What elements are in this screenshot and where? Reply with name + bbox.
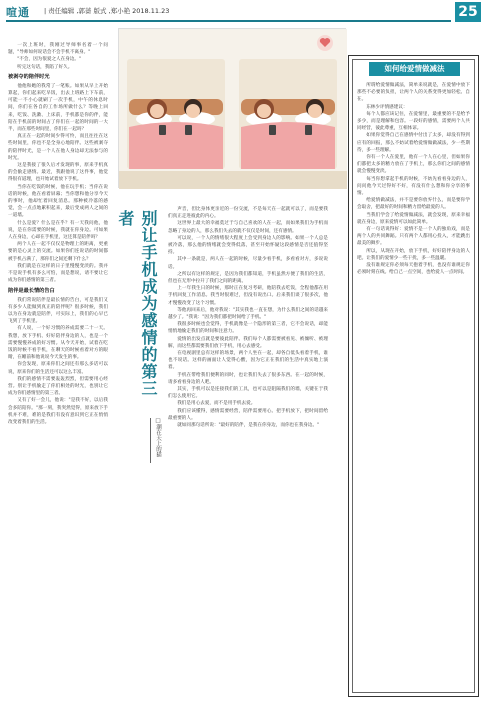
page-number: 25 [455,2,481,22]
sidebar-paragraph: 没有谁规定你必须每天抱着手机，也没有谁规定你必须时刻在线。给自己一点空间，也给爱人一点时间。 [357,263,470,276]
paragraph: 等他再回来后，他对我说："其实我也一直在想，为什么我们之间的话越来越少了。"我说："因为我们都把时间给了手机。" [168,307,328,321]
section-title: 喧通 [6,6,30,19]
article-illustration [118,28,346,188]
scene-right [239,59,337,169]
paragraph: 这世界上最大的幸福莫过于与自己喜欢的人在一起，而如果我们为手机而忽略了身边的人，那么我们失去的就不仅仅是时间，还有感情。 [168,221,328,234]
sidebar-column [357,82,470,690]
sidebar-paragraph: 所谓给爱情做减法，简单来说就是，在爱情中放下那些不必要的负担，让两个人的关系变得更加轻松、自在。 [357,83,470,103]
paragraph: 我们的感情不需要轰轰烈烈，但需要用心经营。别让手机偷走了你们相处的时光，也别让它成为你们感情里的第三者。 [8,376,108,397]
paragraph: 我们应该懂得，感情需要经营，陪伴需要用心。把手机放下，把时间留给最重要的人。 [168,408,328,421]
sidebar-paragraph: 每当你想拿起手机的时候，不妨先看看身边的人，问问他今天过得好不好，有没有什么想和你分享的事情。 [357,176,470,197]
heart-icon [317,35,333,51]
sidebar-paragraph: 有一句话说得好：爱情不是一个人的独角戏，而是两个人的共同舞蹈。只有两个人都用心投入，才能跳出最美的舞步。 [357,227,470,247]
sidebar-paragraph: 每个人都应该记住，在爱情里，最重要的不是给予多少，而是理解和包容。一段好的感情，需要两个人共同经营，彼此尊重，互相体谅。 [357,111,470,132]
paragraph: 手机在带给我们便利的同时，也让我们失去了很多东西。在一起的时候，请多看看身边的人吧。 [168,372,328,385]
paragraph: 这是我接了很久后才发现的事，原来手机真的会偷走感情。最近，我跟他说了这件事，他觉得很有道理，也开始试着放下手机。 [8,163,108,183]
article-column-1 [8,42,108,697]
sidebar-title: 如何给爱情做减法 [369,62,460,76]
paragraph: 我们就是在这样的日子里慢慢变淡的。我并不是说手机有多么可怕，而是想说，请不要让它成为你们感情的第三者。 [8,263,108,284]
paragraph: "不会，因为很爱之人在身边。" [17,57,82,63]
article-title: 别让手机成为感情的第三者 [116,210,158,397]
article-column-2 [168,206,328,697]
paragraph: 之所以有这样的规定，是因为我们都知道，手机虽然方便了我们的生活，但也在无形中拉开了我们之间的距离。 [168,271,328,285]
paragraph: 就如同那句话所说："最好的陪伴，是我在你身边，而你也在我身边。" [177,423,320,429]
paragraph: 爱情的出发点就是要彼此陪伴。我们每个人都需要被看见、被倾听、被理解，而这些都需要我们放下手机，用心去感受。 [168,336,328,349]
sidebar-paragraph: 你有一个人在爱里，他有一个人在心里，但如果你们都把太多的精力放在了手机上，那么你们之间的感情就会慢慢变淡。 [357,155,470,175]
paragraph: 又有了好一会儿，他说："是我不好，以后我会多陪陪你。"那一刻，我突然觉得，原来放下手机并不难，难的是我们有没有意识到它正在悄悄改变着我们的生活。 [8,398,108,425]
paragraph: 其中一条就是，两人在一起的时候，尽量少看手机，多看看对方，多说说话。 [168,257,328,270]
page-header [0,0,487,24]
paragraph: 有人说，一个好习惯的养成需要二十一天。我想，放下手机、好好陪伴身边的人，也是一个需要慢慢养成的好习惯。从今天开始，试着在吃饭的时候不看手机，在聊天的时候看着对方的眼睛，在睡前和他说说今天发生的事。 [8,326,108,361]
paragraph: 可以说，一个人的情绪很大程度上会受到身边人的影响。如果一个人总是被冷落，那么他的情绪就会变得低落，甚至开始怀疑这段感情是否还值得坚持。 [168,235,328,256]
paragraph: 一次上班时，我刚过导师事名着一个问题，"导师如何说话会不会手机不离身。" [8,43,108,56]
sidebar-box [348,55,479,697]
paragraph: 在电视剧里总有这样的场景，两个人坐在一起，却各自低头看着手机，谁也不说话。这样的画面让人觉得心酸，因为它正在我们的生活中真实地上演着。 [168,351,328,371]
sidebar-paragraph: 给爱情做减法，并不是要你放弃什么，而是要你学会取舍，把最好的时间和精力留给最爱的人。 [357,198,470,211]
paragraph: 我们是用心去爱，而不是用手机去爱。 [177,401,256,407]
paragraph: 当你在吃饭的时候，他在玩手机；当你在说话的时候，他在看着屏幕；当你想和他分享今天的事时，他却忙着回复消息。那种被冷落的感觉，会一点点地累积起来，最后变成两人之间的一道墙。 [8,184,108,219]
sidebar-paragraph: 如果你觉得自己在感情中付出了太多，却没有得到应有的回报，那么不妨试着给爱情做做减法，少一些期待，多一些理解。 [357,133,470,153]
paragraph: 他他和她的我常了一笔账。如果从早上开始算起，你们起来吃早饭，出去上班路上下车前，可能一不小心就刷了一次手机，中午的休息时间，你们在各自的工作场所做什么？等晚上回来，吃饭、洗漱、上床前，手机都是你的伴，能陪在手机前的时间占了你们在一起的时间的一大半，而在那些时间里，你们在一起吗？ [8,83,108,133]
editor-meta: | 责任编辑 ,郭蔷 版式 ,郑小艳 2018.11.23 [44,7,170,15]
paragraph: 上一年我生日的时候，那时正在复习考研，他陪我去吃饭，全程他都在用手机回复工作消息。我当时很难过，但没有说出口。后来我们谈了很多次，他才慢慢改变了这个习惯。 [168,286,328,306]
header-rule [6,20,451,22]
sidebar-paragraph: 当我们学会了给爱情做减法，就会发现，原来幸福就在身边，原来爱情可以如此简单。 [357,212,470,225]
paragraph: 听完这句话，我陷了好久。 [17,64,73,70]
paragraph: 什么是爱？什么是在乎？有一天我问他，他说，是在你需要的时候，我就在你身边。可如果人在身边，心却在手机里，这还算是陪伴吗？ [8,220,108,241]
sidebar-paragraph: 所以，从现在开始，放下手机，好好陪伴身边的人吧。让我们的爱情少一些干扰，多一些温暖。 [357,248,470,261]
section-heading: 陪伴是最长情的告白 [8,287,55,294]
paragraph: 真正在一起的时间少得可怜，而且往往在这些时间里，你也不是全身心地陪伴。这些被剥夺的陪伴时光，是一个人在他人身边却无法参与的时光。 [8,134,108,161]
scene-left [127,59,225,169]
paragraph: 声音，但比身体更亲近的一份交流，不是每天在一起就可以了，而是要我们真正走进彼此的内心。 [168,207,328,220]
paragraph: 我们常说陪伴是最长情的告白，可是我们又有多少人能做到真正的陪伴呢？很多时候，我们以为在身边就是陪伴，可实际上，我们的心早已飞到了手机里。 [8,297,108,325]
paragraph: 其实，手机可以是连接我们的工具，也可以是阻隔我们的墙，关键在于我们怎么使用它。 [168,387,328,400]
paragraph: 我很多时候也会觉得，手机就像是一个隐形的第三者，它不会说话，却能悄悄地偷走我们的时间和注意力。 [168,322,328,335]
couple-phone-illustration [119,29,347,189]
section-heading: 被剥夺的陪伴时光 [8,73,50,80]
article-byline: □潮在天上的猫 [150,418,162,463]
paragraph: 两个人在一起不仅仅是物理上的距离，更重要的是心灵上的交流。如果你们连说话的时间都被手机占满了，那你们之间还剩下什么？ [8,242,108,262]
sidebar-paragraph: 东林少评情感建议： [366,104,408,110]
paragraph: 你会发现，原来你们之间还有那么多话可以说，原来你们的生活还可以这么丰富。 [8,362,108,375]
